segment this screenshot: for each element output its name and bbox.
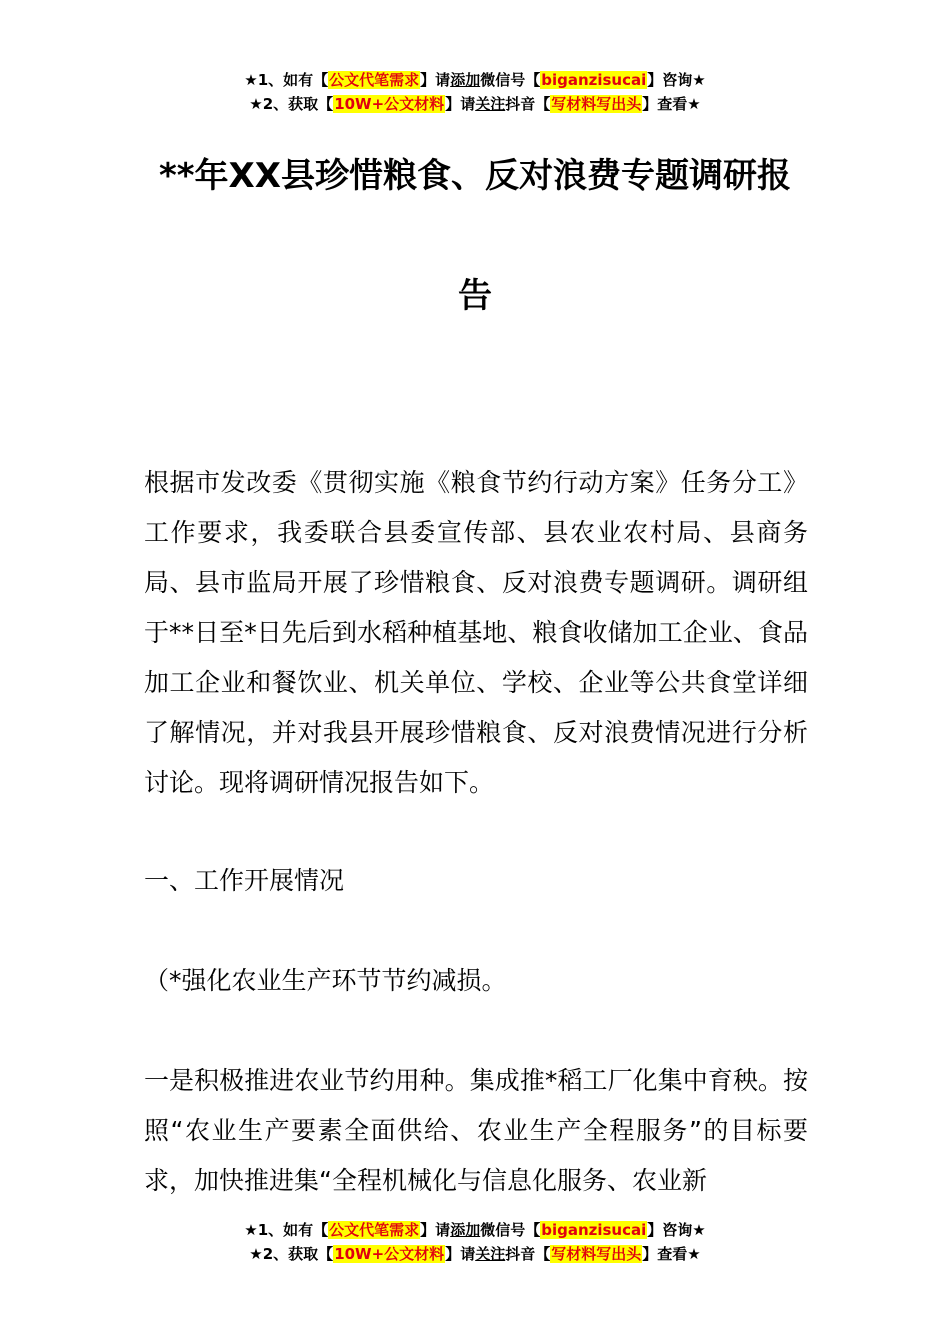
footer-banner <box>0 1218 950 1266</box>
banner-highlight: 10W+公文材料 <box>334 1245 445 1263</box>
header-banner <box>0 68 950 116</box>
banner-text: 微信号【 <box>480 1221 541 1239</box>
banner-text: 】请 <box>420 71 451 89</box>
banner-text: 】请 <box>445 95 476 113</box>
document-title-line-2: 告 <box>458 276 492 316</box>
banner-text: 抖音【 <box>505 95 551 113</box>
document-title-line-1: **年XX县珍惜粮食、反对浪费专题调研报 <box>159 156 791 196</box>
banner-text: 】查看★ <box>642 95 701 113</box>
banner-highlight: 写材料写出头 <box>551 1245 642 1263</box>
banner-text: ★1、如有【 <box>244 1221 329 1239</box>
body-paragraph: 一是积极推进农业节约用种。集成推*稻工厂化集中育秧。按照“农业生产要素全面供给、农业生产全程服务”的目标要求，加快推进集“全程机械化与信息化服务、农业新 <box>144 1066 808 1195</box>
banner-underline: 关注 <box>475 1245 506 1263</box>
banner-highlight: biganzisucai <box>541 1221 647 1239</box>
banner-highlight: 10W+公文材料 <box>334 95 445 113</box>
banner-text: 】请 <box>445 1245 476 1263</box>
banner-text: ★1、如有【 <box>244 71 329 89</box>
banner-underline: 添加 <box>450 71 481 89</box>
section-heading: 一、工作开展情况 <box>144 866 345 895</box>
intro-paragraph: 根据市发改委《贯彻实施《粮食节约行动方案》任务分工》工作要求，我委联合县委宣传部、县农业农村局、县商务局、县市监局开展了珍惜粮食、反对浪费专题调研。调研组于**日至*日先后到水稻种植基地、粮食收储加工企业、食品加工企业和餐饮业、机关单位、学校、企业等公共食堂详细了解情况，并对我县开展珍惜粮食、反对浪费情况进行分析讨论。现将调研情况报告如下。 <box>144 468 808 797</box>
banner-text: 】咨询★ <box>647 71 706 89</box>
banner-highlight: 公文代笔需求 <box>329 71 420 89</box>
banner-line-1 <box>0 1218 950 1242</box>
banner-underline: 关注 <box>475 95 506 113</box>
banner-line-2 <box>0 92 950 116</box>
banner-highlight: 写材料写出头 <box>551 95 642 113</box>
banner-text: 微信号【 <box>480 71 541 89</box>
banner-highlight: 公文代笔需求 <box>329 1221 420 1239</box>
banner-line-2 <box>0 1242 950 1266</box>
subsection-heading: （*强化农业生产环节节约减损。 <box>144 966 507 995</box>
banner-text: ★2、获取【 <box>249 95 334 113</box>
banner-text: 】查看★ <box>642 1245 701 1263</box>
banner-text: 抖音【 <box>505 1245 551 1263</box>
banner-text: ★2、获取【 <box>249 1245 334 1263</box>
banner-line-1 <box>0 68 950 92</box>
banner-highlight: biganzisucai <box>541 71 647 89</box>
banner-text: 】咨询★ <box>647 1221 706 1239</box>
banner-text: 】请 <box>420 1221 451 1239</box>
banner-underline: 添加 <box>450 1221 481 1239</box>
